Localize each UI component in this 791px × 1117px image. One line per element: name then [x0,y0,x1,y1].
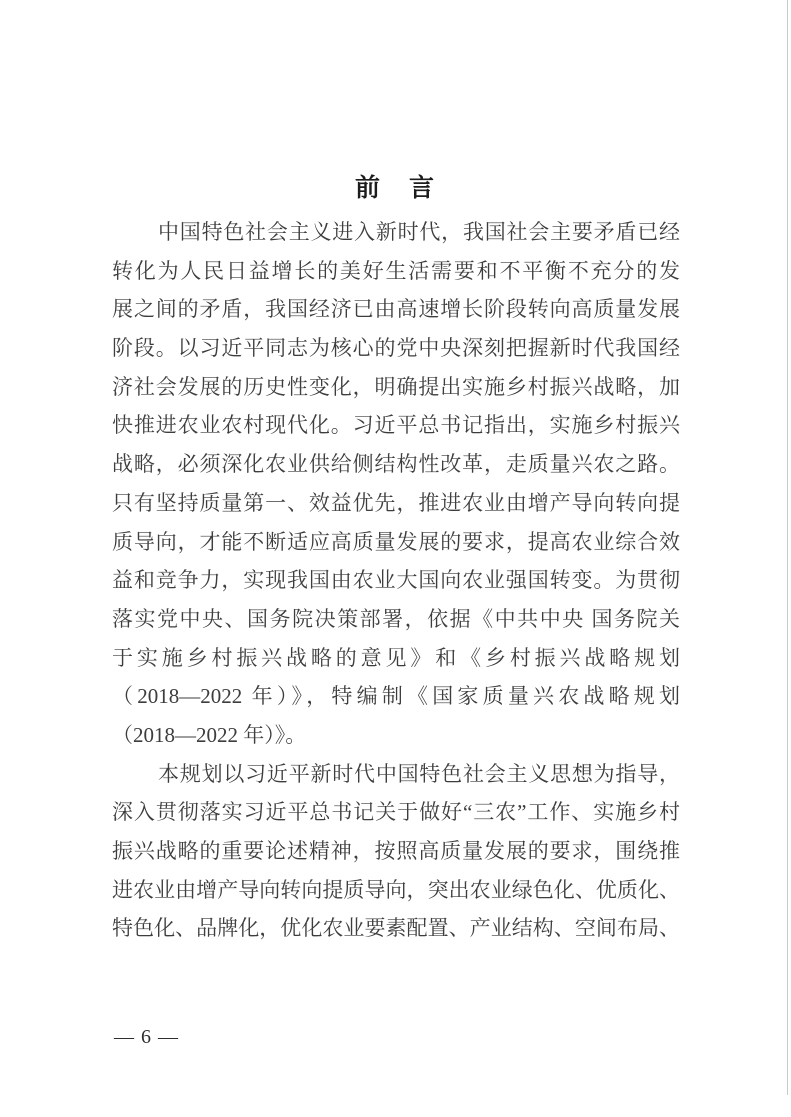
text-line: 济社会发展的历史性变化，明确提出实施乡村振兴战略，加 [112,374,680,399]
text-line: 特色化、品牌化，优化农业要素配置、产业结构、空间布局、 [112,916,680,941]
text-line: 展之间的矛盾，我国经济已由高速增长阶段转向高质量发展 [112,297,680,322]
text-line: （2018—2022 年）》，特编制《国家质量兴农战略规划 [112,684,680,709]
text-line: 本规划以习近平新时代中国特色社会主义思想为指导， [158,761,680,786]
page-number: — 6 — [114,1026,179,1048]
text-line: 于实施乡村振兴战略的意见》和《乡村振兴战略规划 [112,645,680,670]
text-line: 益和竞争力，实现我国由农业大国向农业强国转变。为贯彻 [112,568,680,593]
text-line: 落实党中央、国务院决策部署，依据《中共中央 国务院关 [112,606,680,631]
text-line: 战略，必须深化农业供给侧结构性改革，走质量兴农之路。 [112,452,680,477]
page-title: 前 言 [354,174,436,202]
text-line: 快推进农业农村现代化。习近平总书记指出，实施乡村振兴 [112,413,680,438]
text-line: 只有坚持质量第一、效益优先，推进农业由增产导向转向提 [112,490,680,515]
text-line: 深入贯彻落实习近平总书记关于做好“三农”工作、实施乡村 [112,800,680,825]
text-line: 中国特色社会主义进入新时代，我国社会主要矛盾已经 [158,220,680,244]
scan-edge-line [787,0,788,1095]
text-line: （2018—2022 年）》。 [112,722,307,747]
text-line: 进农业由增产导向转向提质导向，突出农业绿色化、优质化、 [112,877,680,902]
document-body [112,213,680,948]
text-line: 转化为人民日益增长的美好生活需要和不平衡不充分的发 [112,258,680,283]
text-line: 阶段。以习近平同志为核心的党中央深刻把握新时代我国经 [112,336,680,361]
text-line: 振兴战略的重要论述精神，按照高质量发展的要求，围绕推 [112,839,680,863]
text-line: 质导向，才能不断适应高质量发展的要求，提高农业综合效 [112,529,680,554]
